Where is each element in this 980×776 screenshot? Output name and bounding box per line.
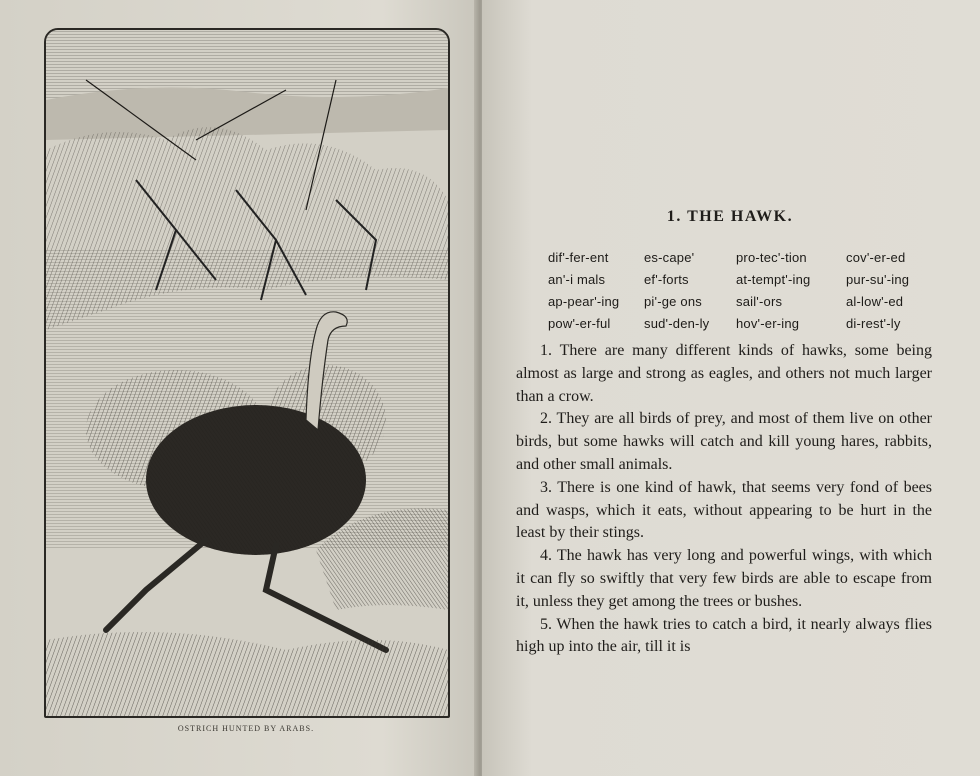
ostrich-engraving-illustration <box>44 28 450 718</box>
paragraph-5: 5. When the hawk tries to catch a bird, it nearly always flies high up into the air, till it is <box>516 615 932 656</box>
paragraph-4: 4. The hawk has very long and powerful wings, with which it can fly so swiftly that very few birds are able to escape from it, unless they get among the trees or bushes. <box>516 547 932 610</box>
vocab-word: hov'-er-ing <box>736 316 800 331</box>
paragraph-2: 2. They are all birds of prey, and most of them live on other birds, but some hawks will catch and kill young hares, rabbits, and other small animals. <box>516 410 932 473</box>
chapter-title: 1. THE HAWK. <box>666 208 794 225</box>
vocab-word: pro-tec'-tion <box>736 250 807 265</box>
vocab-word: di-rest'-ly <box>846 316 901 331</box>
paragraph-3: 3. There is one kind of hawk, that seems very fond of bees and wasps, which it eats, without appearing to be hurt in the least by their stings. <box>516 478 932 542</box>
vocab-word: ef'-forts <box>644 272 689 287</box>
vocab-word: es-cape' <box>644 250 695 265</box>
illustration-caption: OSTRICH HUNTED BY ARABS. <box>177 724 315 733</box>
vocab-word: pur-su'-ing <box>846 272 910 287</box>
vocab-word: cov'-er-ed <box>846 250 906 265</box>
vocab-word: sail'-ors <box>736 294 783 309</box>
vocab-word: pow'-er-ful <box>548 316 611 331</box>
vocabulary-list <box>548 248 936 334</box>
vocab-word: at-tempt'-ing <box>736 272 811 287</box>
vocab-word: an'-i mals <box>548 272 606 287</box>
vocab-word: ap-pear'-ing <box>548 294 620 309</box>
chapter-body-text <box>516 340 932 659</box>
vocab-word: pi'-ge ons <box>644 294 702 309</box>
vocab-word: al-low'-ed <box>846 294 904 309</box>
vocab-word: dif'-fer-ent <box>548 250 609 265</box>
vocab-word: sud'-den-ly <box>644 316 710 331</box>
paragraph-1: 1. There are many different kinds of hawks, some being almost as large and strong as eagles, and others not much larger than a crow. <box>516 342 932 405</box>
